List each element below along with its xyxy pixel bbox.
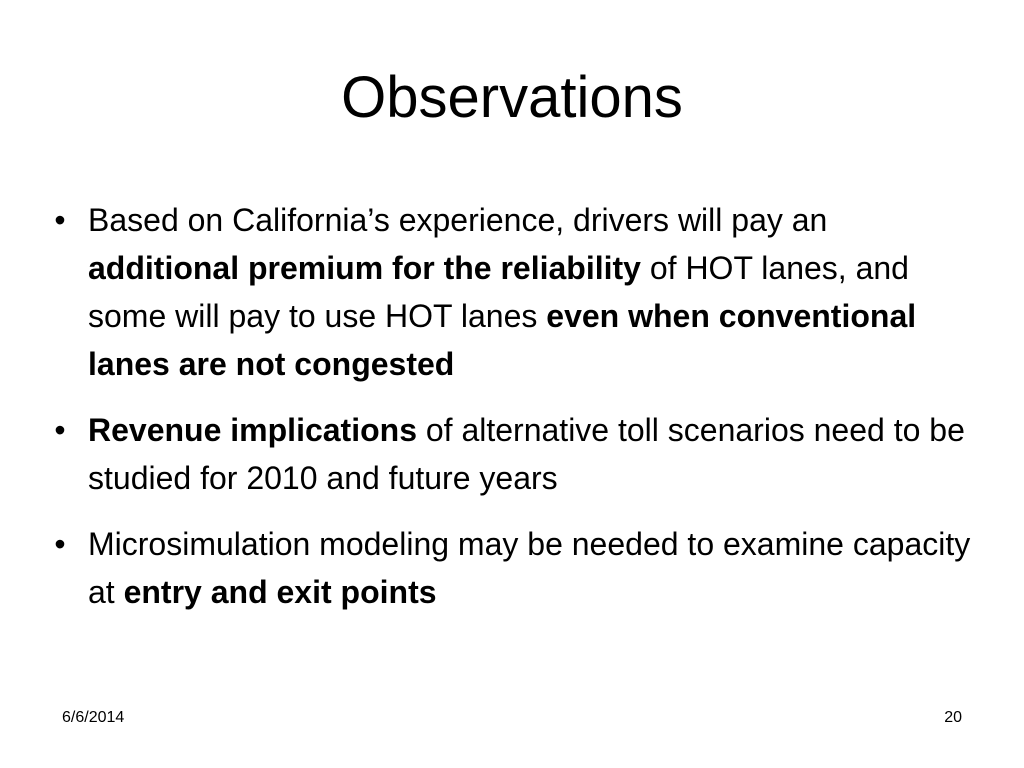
bullet-marker: • — [54, 412, 66, 448]
bullet-text — [88, 526, 970, 610]
bullet-text-run-bold: additional premium for the reliability — [88, 250, 641, 286]
bullet-text-run-bold: even when conventional lanes are not congested — [88, 298, 917, 382]
bullet-text — [88, 202, 916, 382]
bullet-text — [88, 412, 965, 496]
bullet-marker: • — [54, 526, 66, 562]
footer-page-number: 20 — [944, 709, 962, 726]
bullet-text-run-bold: entry and exit points — [123, 574, 437, 610]
bullet-list — [40, 196, 980, 634]
bullet-text-run: Microsimulation modeling may be needed to examine capacity at — [88, 526, 971, 610]
bullet-text-run-bold: Revenue implications — [88, 412, 417, 448]
bullet-text-run: of alternative toll scenarios need to be studied for 2010 and future years — [88, 412, 965, 496]
bullet-item — [40, 406, 980, 502]
footer-date: 6/6/2014 — [62, 709, 125, 726]
slide-title: Observations — [341, 65, 683, 130]
bullet-item — [40, 196, 980, 388]
bullet-marker: • — [54, 202, 66, 238]
bullet-text-run: of HOT lanes, and some will pay to use HOT lanes — [88, 250, 909, 334]
bullet-text-run: Based on California’s experience, drivers will pay an — [88, 202, 828, 238]
bullet-item — [40, 520, 980, 616]
